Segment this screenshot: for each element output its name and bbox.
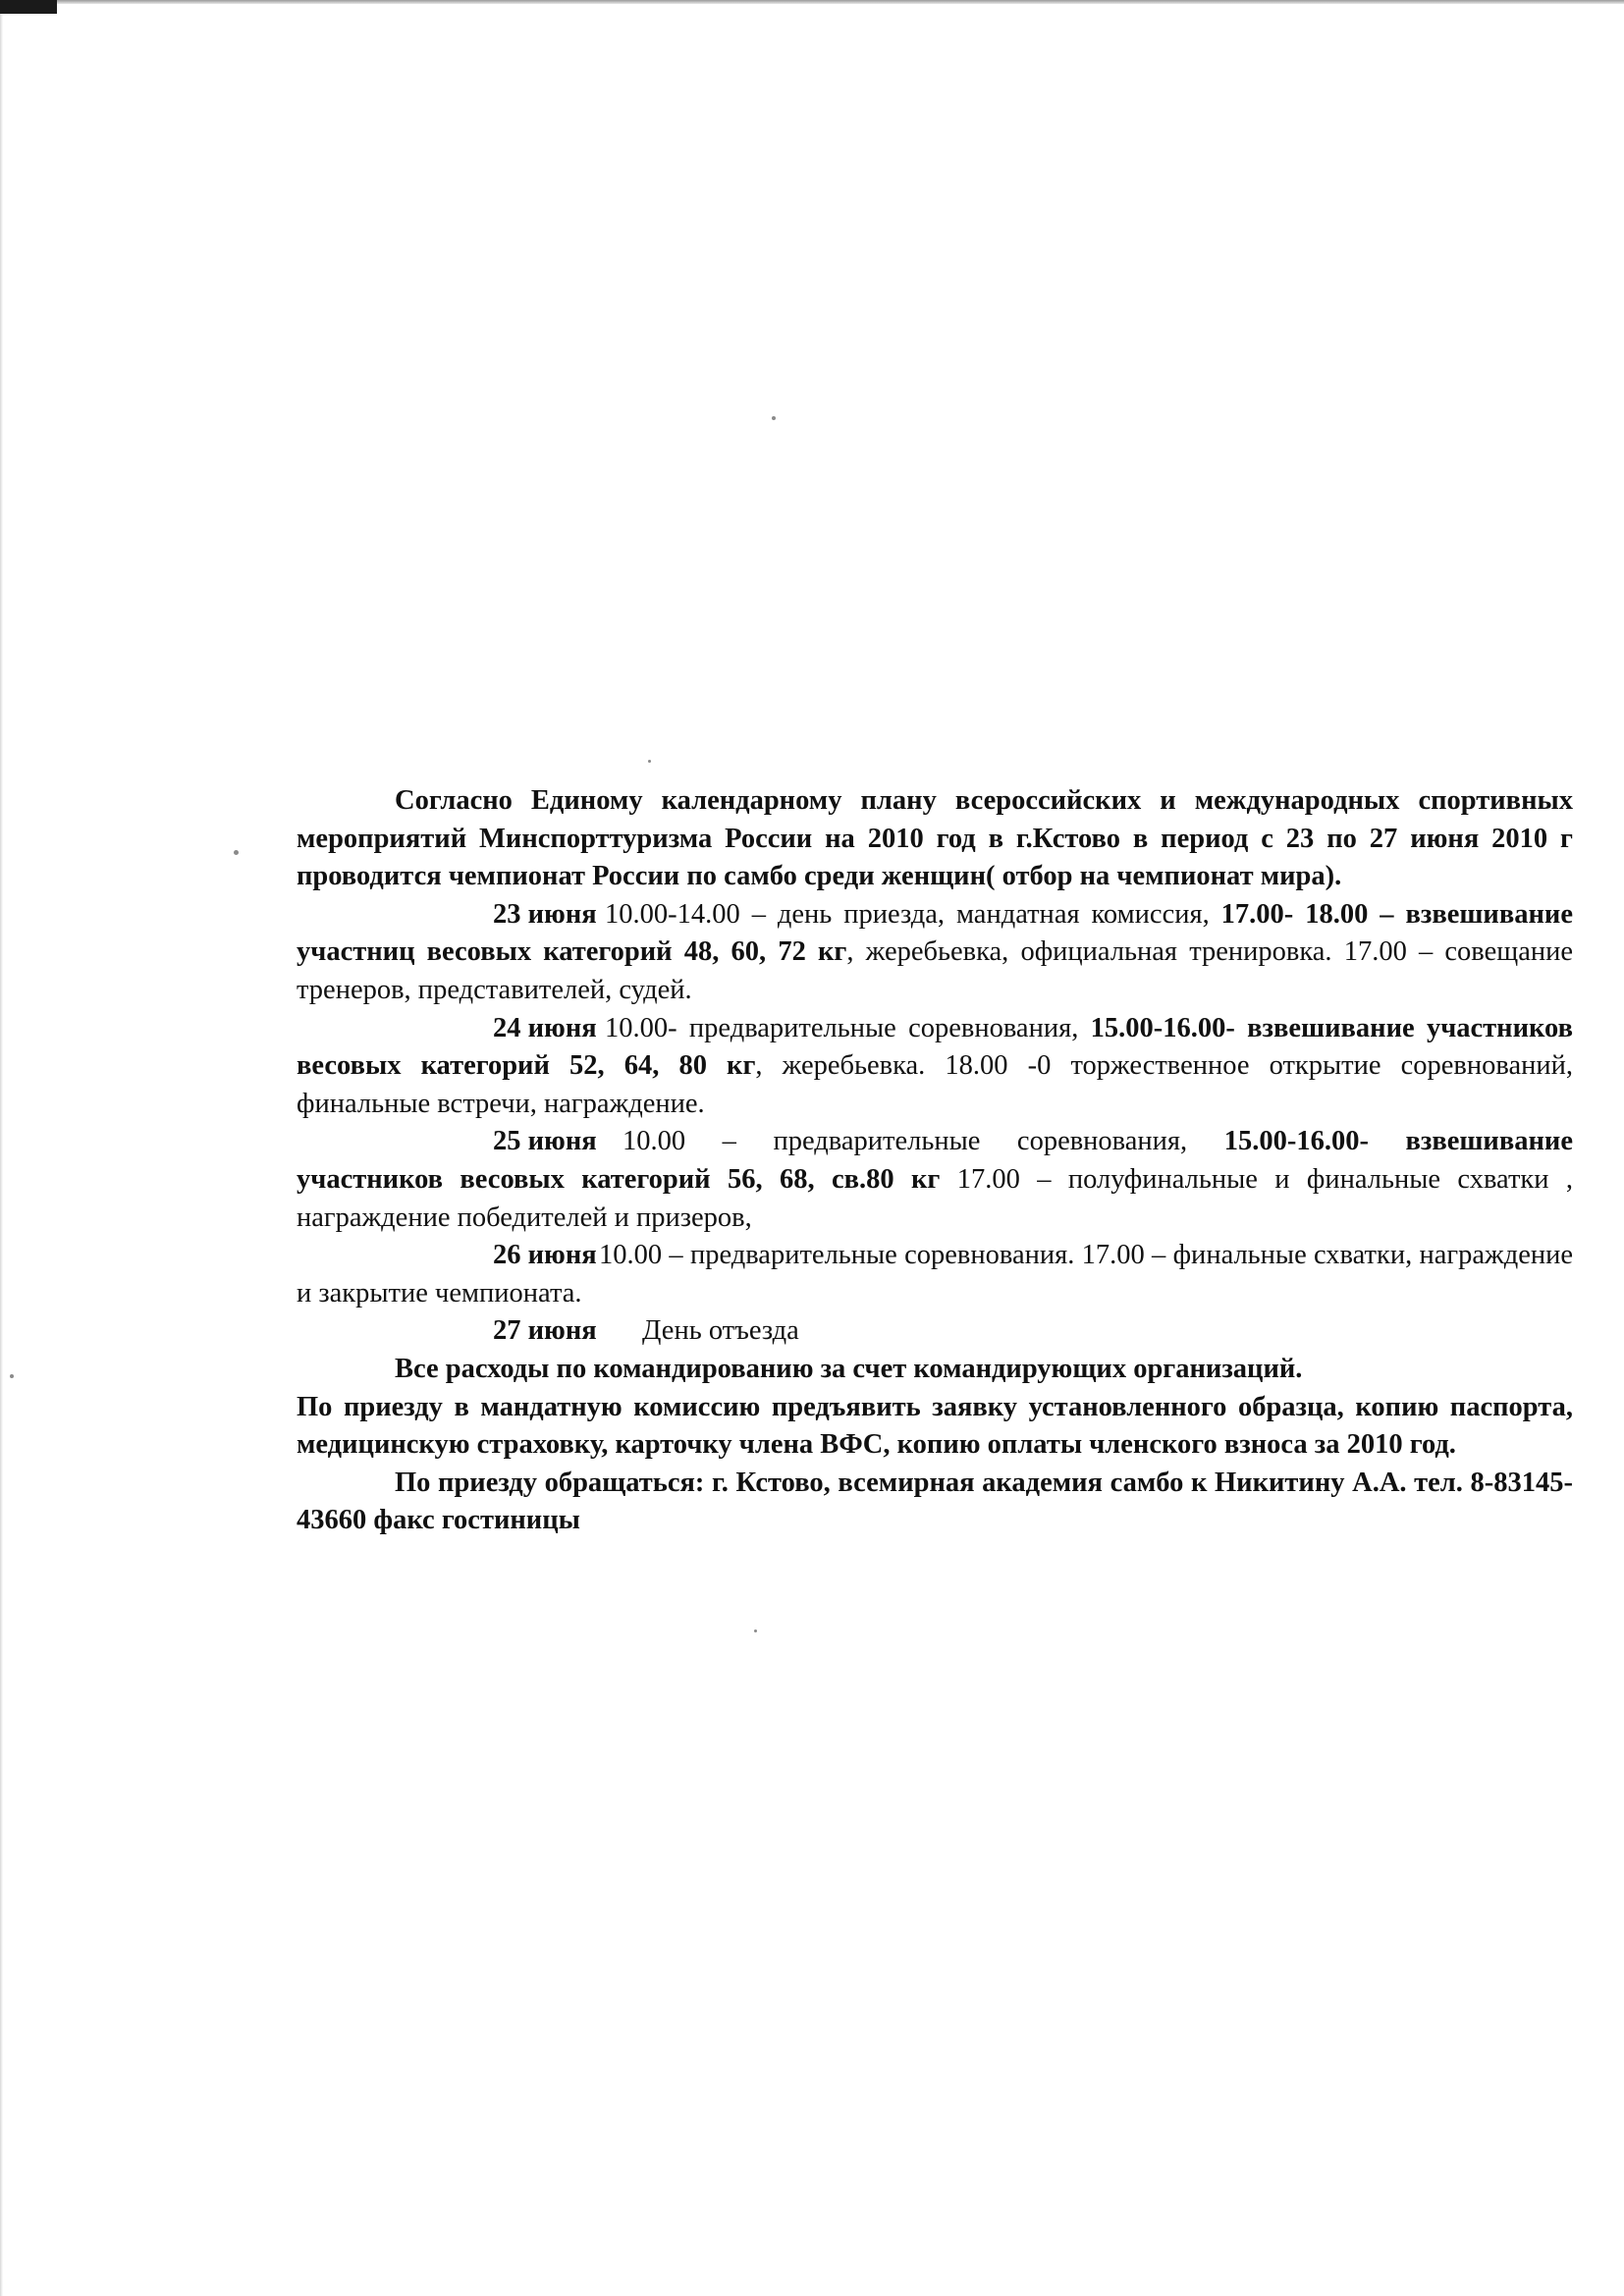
- scan-corner-mark: [0, 0, 57, 14]
- contact-paragraph: По приезду обращаться: г. Кстово, всемирная академия самбо к Никитину А.А. тел. 8-83145- 43660 факс гостиницы: [297, 1467, 1573, 1536]
- scan-speck: [10, 1374, 14, 1378]
- scan-speck: [754, 1629, 757, 1632]
- schedule-day-5: [297, 1312, 1573, 1351]
- schedule-day-3: [297, 1123, 1573, 1237]
- schedule-date: 27 июня: [493, 1315, 597, 1347]
- scan-top-edge: [0, 0, 1624, 4]
- schedule-text: 10.00- предварительные соревнования,: [605, 1012, 1091, 1043]
- document-body: [297, 782, 1573, 1540]
- schedule-weigh-in: 15.00-16.00- взвешивание участников весовых категорий 52, 64, 80 кг: [297, 1012, 1573, 1082]
- schedule-date: 23 июня: [493, 898, 597, 930]
- scan-speck: [648, 760, 651, 763]
- schedule-day-4: [297, 1237, 1573, 1312]
- schedule-date: 26 июня: [493, 1240, 597, 1271]
- schedule-date: 24 июня: [493, 1012, 597, 1043]
- scan-speck: [234, 850, 239, 855]
- schedule-text: 10.00-14.00 – день приезда, мандатная комиссия,: [605, 898, 1221, 930]
- schedule-date: 25 июня: [493, 1126, 597, 1157]
- schedule-text: , жеребьевка. 18.00 -0 торжественное открытие соревнований, финальные встречи, награждение.: [297, 1050, 1573, 1119]
- schedule-weigh-in: 15.00-16.00- взвешивание участников весовых категорий 56, 68, св.80 кг: [297, 1126, 1573, 1195]
- intro-paragraph: Согласно Единому календарному плану всероссийских и международных спортивных мероприятий Минспорттуризма России на 2010 год в г.Кстово в период с 23 по 27 июня 2010 г проводится чемпионат России по самбо среди женщин( отбор на чемпионат мира).: [297, 785, 1573, 892]
- documents-paragraph: По приезду в мандатную комиссию предъявить заявку установленного образца, копию паспорта, медицинскую страховку, карточку члена ВФС, копию оплаты членского взноса за 2010 год.: [297, 1391, 1573, 1461]
- schedule-text: День отъезда: [642, 1315, 799, 1347]
- scan-left-shadow: [0, 14, 3, 2296]
- schedule-text: , жеребьевка, официальная тренировка. 17.00 – совещание тренеров, представителей, судей.: [297, 936, 1573, 1005]
- schedule-text: 17.00 – полуфинальные и финальные схватки , награждение победителей и призеров,: [297, 1163, 1573, 1233]
- schedule-day-2: [297, 1010, 1573, 1124]
- schedule-weigh-in: 17.00- 18.00 – взвешивание участниц весовых категорий 48, 60, 72 кг: [297, 898, 1573, 968]
- schedule-text: 10.00 – предварительные соревнования. 17.00 – финальные схватки, награждение и закрытие чемпионата.: [297, 1240, 1573, 1308]
- schedule-text: 10.00 – предварительные соревнования,: [623, 1126, 1224, 1157]
- schedule-day-1: [297, 896, 1573, 1010]
- expenses-paragraph: Все расходы по командированию за счет командирующих организаций.: [395, 1353, 1303, 1384]
- scan-speck: [772, 416, 776, 420]
